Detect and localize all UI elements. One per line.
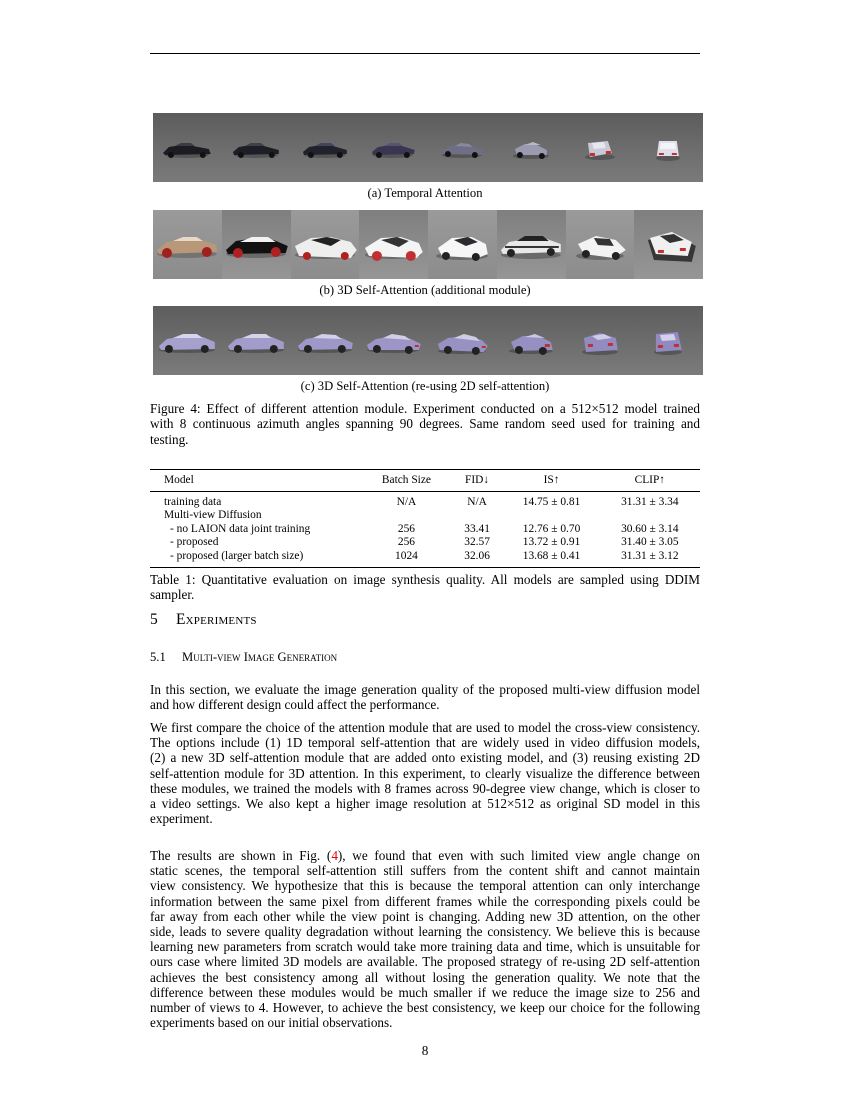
cell-batch: 256 bbox=[397, 522, 415, 535]
render-frame bbox=[359, 210, 428, 279]
render-frame bbox=[566, 210, 635, 279]
render-frame bbox=[634, 210, 703, 279]
section-number: 5 bbox=[150, 611, 158, 628]
table-row bbox=[150, 523, 700, 537]
caption-line: with 8 continuous azimuth angles spanning 90 degrees. Same random seed used for training and bbox=[150, 416, 700, 432]
cell-is: 12.76 ± 0.70 bbox=[522, 522, 581, 535]
paragraph-3 bbox=[150, 848, 700, 1030]
table-row bbox=[150, 491, 700, 509]
render-frame bbox=[634, 113, 703, 182]
render-frame bbox=[497, 306, 566, 375]
caption-line: Table 1: Quantitative evaluation on image synthesis quality. All models are sampled using DDIM bbox=[150, 572, 700, 587]
render-frame bbox=[428, 306, 497, 375]
cell-is: 14.75 ± 0.81 bbox=[522, 495, 581, 508]
page-number: 8 bbox=[421, 1043, 429, 1058]
render-frame bbox=[153, 306, 222, 375]
table-row bbox=[150, 536, 700, 550]
caption-line: testing. bbox=[150, 431, 189, 447]
render-frame bbox=[497, 113, 566, 182]
cell-is: 13.72 ± 0.91 bbox=[522, 536, 581, 549]
text-line: information between the same pixel from different frames while the corresponding pixels could be bbox=[150, 893, 700, 909]
cell-fid: 33.41 bbox=[464, 522, 490, 535]
figure-caption bbox=[150, 401, 700, 447]
text-line: a video settings. We also kept a higher image resolution at 512×512 as original SD model in this bbox=[150, 796, 700, 812]
text-fragment: ), we found that even with such limited view angle change on bbox=[337, 848, 700, 863]
text-line: view consistency. We hypothesize that this is because the temporal attention can only interchange bbox=[150, 878, 700, 894]
text-line: In this section, we evaluate the image generation quality of the proposed multi-view diffusion model bbox=[150, 682, 700, 697]
cell-batch bbox=[362, 509, 451, 523]
cell-model: - no LAION data joint training bbox=[170, 522, 311, 535]
subsection-heading bbox=[150, 650, 337, 665]
render-frame bbox=[291, 113, 360, 182]
render-frame bbox=[291, 306, 360, 375]
cell-model: - proposed (larger batch size) bbox=[170, 549, 304, 562]
text-line bbox=[150, 848, 700, 863]
cell-fid: 32.57 bbox=[464, 536, 490, 549]
cell-batch: N/A bbox=[396, 495, 417, 508]
text-line: (2) a new 3D self-attention module that are added onto existing model, and (3) reusing existing 2D bbox=[150, 750, 700, 766]
header-fid: FID↓ bbox=[465, 474, 490, 486]
cell-fid: 32.06 bbox=[464, 549, 490, 562]
text-line: The options include (1) 1D temporal self-attention that are widely used in video diffusion models, bbox=[150, 735, 700, 751]
header-model: Model bbox=[164, 474, 194, 486]
text-line: experiments based on our initial observations. bbox=[150, 1015, 393, 1031]
subcaption-a: (a) Temporal Attention bbox=[367, 186, 483, 200]
cell-clip bbox=[600, 509, 700, 523]
render-frame bbox=[153, 210, 222, 279]
text-line: self-attention module for 3D attention. In this experiment, to clearly visualize the difference between bbox=[150, 765, 700, 781]
subsection-title: Multi-view Image Generation bbox=[182, 650, 338, 664]
header-batch-size: Batch Size bbox=[381, 474, 431, 486]
subcaption-c: (c) 3D Self-Attention (re-using 2D self-attention) bbox=[300, 379, 550, 393]
cell-model: - proposed bbox=[170, 536, 219, 549]
text-line: experiment. bbox=[150, 811, 213, 827]
section-heading bbox=[150, 611, 257, 629]
cell-is bbox=[503, 509, 599, 523]
table-row bbox=[150, 509, 700, 523]
text-line: static scenes, the temporal self-attention still suffers from the content shift and cannot maintain bbox=[150, 863, 700, 879]
table-caption bbox=[150, 572, 700, 603]
cell-is: 13.68 ± 0.41 bbox=[522, 549, 581, 562]
cell-clip: 31.31 ± 3.34 bbox=[621, 495, 679, 508]
text-line: We first compare the choice of the attention module that are used to model the cross-view consistency. bbox=[150, 720, 700, 735]
text-line: and how different design could affect the performance. bbox=[150, 697, 440, 713]
cell-clip: 30.60 ± 3.14 bbox=[621, 522, 679, 535]
table-row bbox=[150, 550, 700, 567]
figure-strip-temporal-attention bbox=[153, 113, 703, 182]
render-frame bbox=[497, 210, 566, 279]
cell-batch: 1024 bbox=[395, 549, 418, 562]
figure-strip-3d-self-attention-additional bbox=[153, 210, 703, 279]
subsection-number: 5.1 bbox=[150, 650, 166, 664]
text-line: side, leads to severe quality degradation without learning the consistency. We believe this is because bbox=[150, 924, 700, 940]
render-frame bbox=[291, 210, 360, 279]
render-frame bbox=[222, 306, 291, 375]
cell-model: Multi-view Diffusion bbox=[164, 509, 262, 522]
figure-strip-3d-self-attention-reusing bbox=[153, 306, 703, 375]
render-frame bbox=[566, 306, 635, 375]
render-frame bbox=[428, 210, 497, 279]
subcaption-b: (b) 3D Self-Attention (additional module) bbox=[319, 283, 531, 297]
cell-model: training data bbox=[164, 495, 222, 508]
figure-reference-link[interactable]: 4 bbox=[331, 848, 338, 863]
render-frame bbox=[222, 210, 291, 279]
render-frame bbox=[153, 113, 222, 182]
caption-line: Figure 4: Effect of different attention module. Experiment conducted on a 512×512 model trained bbox=[150, 401, 700, 416]
cell-clip: 31.40 ± 3.05 bbox=[621, 536, 679, 549]
render-frame bbox=[566, 113, 635, 182]
table-header-row bbox=[150, 470, 700, 492]
header-clip: CLIP↑ bbox=[634, 474, 666, 486]
cell-fid bbox=[451, 509, 504, 523]
text-line: learning new parameters from scratch would take more training data and time, which is unsuitable for bbox=[150, 939, 700, 955]
text-line: these modules, we trained the models with 8 frames across 90-degree view change, which is closer to bbox=[150, 780, 700, 796]
render-frame bbox=[428, 113, 497, 182]
render-frame bbox=[222, 113, 291, 182]
cell-clip: 31.31 ± 3.12 bbox=[621, 549, 679, 562]
header-rule bbox=[150, 53, 700, 54]
render-frame bbox=[359, 306, 428, 375]
text-fragment: The results are shown in Fig. ( bbox=[150, 848, 332, 863]
header-is: IS↑ bbox=[543, 474, 560, 486]
caption-line: sampler. bbox=[150, 587, 195, 603]
text-line: ours case where limited 3D models are available. The proposed strategy of re-using 2D self-attention bbox=[150, 954, 700, 970]
text-line: achieves the best consistency among all without losing the generation quality. We note that the bbox=[150, 969, 700, 985]
text-line: far away from each other while the view point is changing. Adding new 3D attention, on the other bbox=[150, 908, 700, 924]
render-frame bbox=[359, 113, 428, 182]
results-table bbox=[150, 469, 700, 568]
text-line: number of views to 4. However, to achieve the best consistency, we keep our choice for the following bbox=[150, 1000, 700, 1016]
cell-fid: N/A bbox=[467, 495, 487, 508]
render-frame bbox=[634, 306, 703, 375]
paragraph-2 bbox=[150, 720, 700, 826]
section-title: Experiments bbox=[176, 611, 257, 628]
paragraph-1 bbox=[150, 682, 700, 712]
text-line: difference between these modules would be much smaller if we reduce the image size to 256 and bbox=[150, 984, 700, 1000]
cell-batch: 256 bbox=[397, 536, 415, 549]
